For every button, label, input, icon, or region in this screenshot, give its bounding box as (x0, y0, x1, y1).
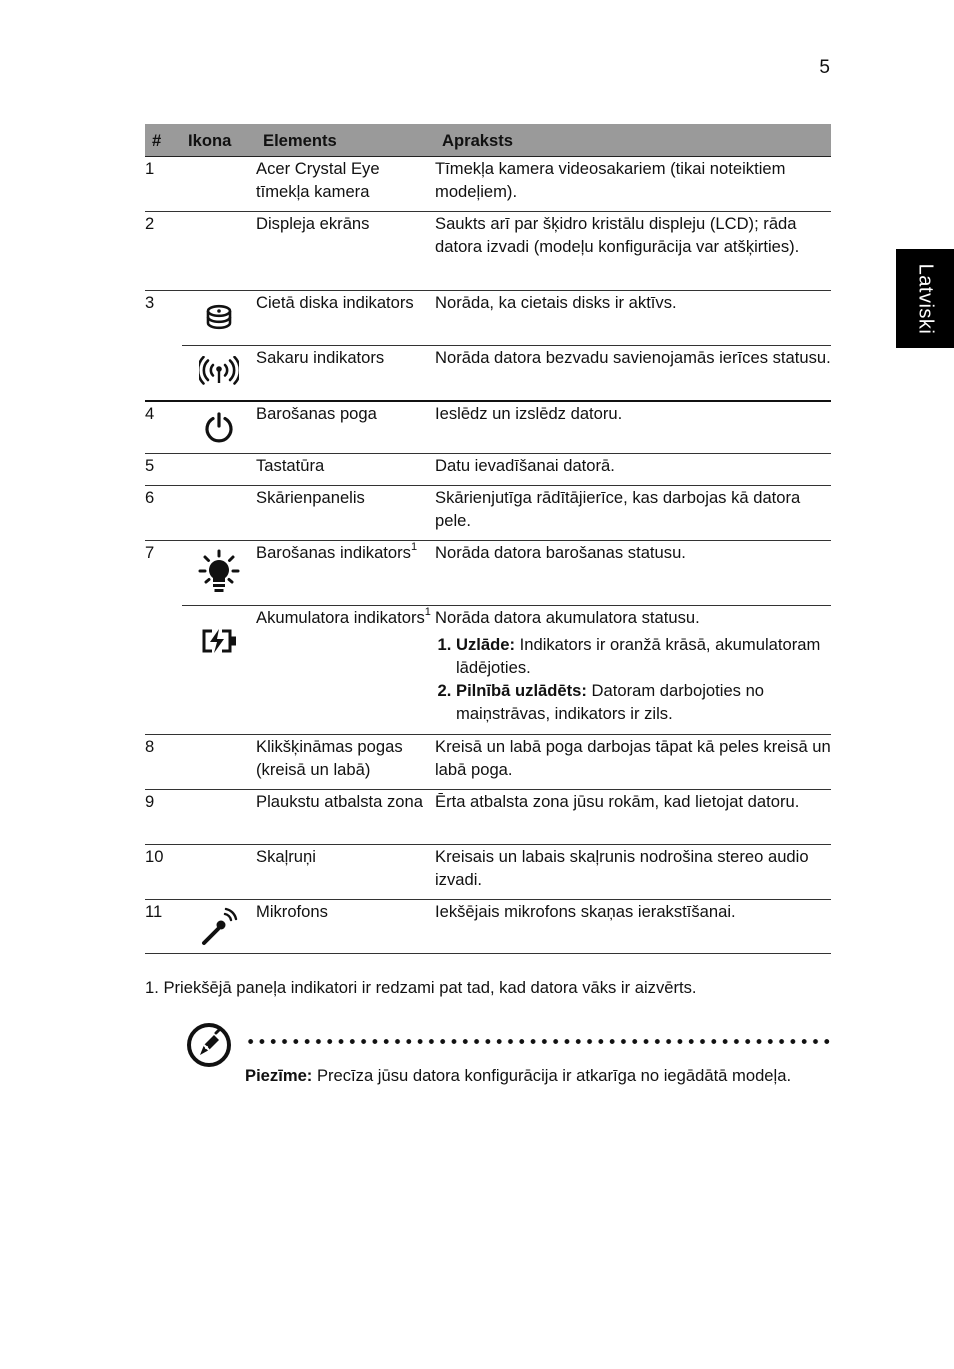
element-name: Akumulatora indikators$^1$ (256, 606, 435, 735)
element-name: Plaukstu atbalsta zona (256, 790, 435, 845)
element-name: Mikrofons (256, 900, 435, 954)
battery-icon-cell (182, 606, 256, 735)
element-name: Klikšķināmas pogas (kreisā un labā) (256, 735, 435, 790)
element-name: Barošanas poga (256, 401, 435, 454)
battery-charging-icon (200, 628, 238, 654)
element-name: Cietā diska indikators (256, 291, 435, 346)
element-description: Norāda datora akumulatora statusu. 1. Uzlāde: Indikators ir oranžā krāsā, akumulatoram lādējoties. 2. Pilnībā uzlādēts: Datoram darbojoties no maiņstrāvas, indikators ir zils. (435, 606, 831, 735)
hdd-icon (204, 303, 234, 333)
row-number: 9 (145, 790, 182, 845)
element-description: Tīmekļa kamera videosakariem (tikai noteiktiem modeļiem). (435, 157, 831, 212)
power-indicator-icon (197, 549, 241, 597)
microphone-icon-cell (182, 900, 256, 954)
note-divider (245, 1039, 831, 1044)
power-icon-cell (182, 401, 256, 454)
element-description: Kreisā un labā poga darbojas tāpat kā peles kreisā un labā poga. (435, 735, 831, 790)
table-row (145, 212, 831, 291)
element-name: Skaļruņi (256, 845, 435, 900)
header-element: Elements (256, 124, 435, 157)
language-tab-label: Latviski (914, 263, 937, 334)
element-name: Sakaru indikators (256, 346, 435, 401)
table-row (145, 845, 831, 900)
element-name: Barošanas indikators$^1$ (256, 541, 435, 606)
row-number: 3 (145, 291, 182, 401)
footnote-ref: 1 (410, 541, 418, 554)
element-description: Kreisais un labais skaļrunis nodrošina stereo audio izvadi. (435, 845, 831, 900)
power-indicator-icon-cell (182, 541, 256, 606)
language-tab (896, 249, 954, 348)
footnote-ref: 1 (424, 606, 431, 619)
hdd-icon-cell (182, 291, 256, 346)
list-item: 1. Uzlāde: Indikators ir oranžā krāsā, akumulatoram lādējoties. (456, 633, 831, 679)
note-text: Piezīme: Precīza jūsu datora konfigurācija ir atkarīga no iegādātā modeļa. (245, 1066, 792, 1085)
element-description: Norāda datora bezvadu savienojamās ierīces statusu. (435, 346, 831, 401)
table-row (145, 541, 831, 606)
table-row (145, 454, 831, 486)
wireless-icon-cell (182, 346, 256, 401)
table-row (145, 346, 831, 401)
table-header-row (145, 124, 831, 157)
element-description: Norāda datora barošanas statusu. (435, 541, 831, 606)
table-row (145, 900, 831, 954)
table-row (145, 401, 831, 454)
row-number: 1 (145, 157, 182, 212)
element-name: Tastatūra (256, 454, 435, 486)
table-row (145, 790, 831, 845)
element-description: Iekšējais mikrofons skaņas ierakstīšanai. (435, 900, 831, 954)
row-number: 4 (145, 401, 182, 454)
components-table (145, 124, 831, 954)
row-number: 2 (145, 212, 182, 291)
table-row (145, 735, 831, 790)
row-number: 7 (145, 541, 182, 735)
microphone-icon (199, 907, 239, 947)
row-number: 10 (145, 845, 182, 900)
wireless-icon (199, 356, 239, 386)
row-number: 6 (145, 486, 182, 541)
battery-status-list (435, 633, 831, 725)
row-number: 8 (145, 735, 182, 790)
note-pen-icon (186, 1022, 232, 1068)
header-icon: Ikona (182, 124, 256, 157)
page-number: 5 (819, 57, 830, 78)
row-number: 5 (145, 454, 182, 486)
element-name: Acer Crystal Eye tīmekļa kamera (256, 157, 435, 212)
header-num: # (145, 124, 182, 157)
table-row (145, 486, 831, 541)
power-icon (203, 411, 235, 443)
element-description: Saukts arī par šķidro kristālu displeju (LCD); rāda datora izvadi (modeļu konfigurācija var atšķirties). (435, 212, 831, 291)
table-row (145, 606, 831, 735)
element-description: Datu ievadīšanai datorā. (435, 454, 831, 486)
header-description: Apraksts (435, 124, 831, 157)
table-row (145, 157, 831, 212)
element-description: Skārienjutīga rādītājierīce, kas darbojas kā datora pele. (435, 486, 831, 541)
note-label: Piezīme: (245, 1066, 313, 1085)
table-row (145, 291, 831, 346)
element-description: Ieslēdz un izslēdz datoru. (435, 401, 831, 454)
element-name: Skārienpanelis (256, 486, 435, 541)
element-description: Ērta atbalsta zona jūsu rokām, kad lietojat datoru. (435, 790, 831, 845)
list-item: 2. Pilnībā uzlādēts: Datoram darbojoties no maiņstrāvas, indikators ir zils. (456, 679, 831, 725)
element-name: Displeja ekrāns (256, 212, 435, 291)
element-description: Norāda, ka cietais disks ir aktīvs. (435, 291, 831, 346)
footnote: 1. Priekšējā paneļa indikatori ir redzami pat tad, kad datora vāks ir aizvērts. (145, 978, 697, 997)
row-number: 11 (145, 900, 182, 954)
